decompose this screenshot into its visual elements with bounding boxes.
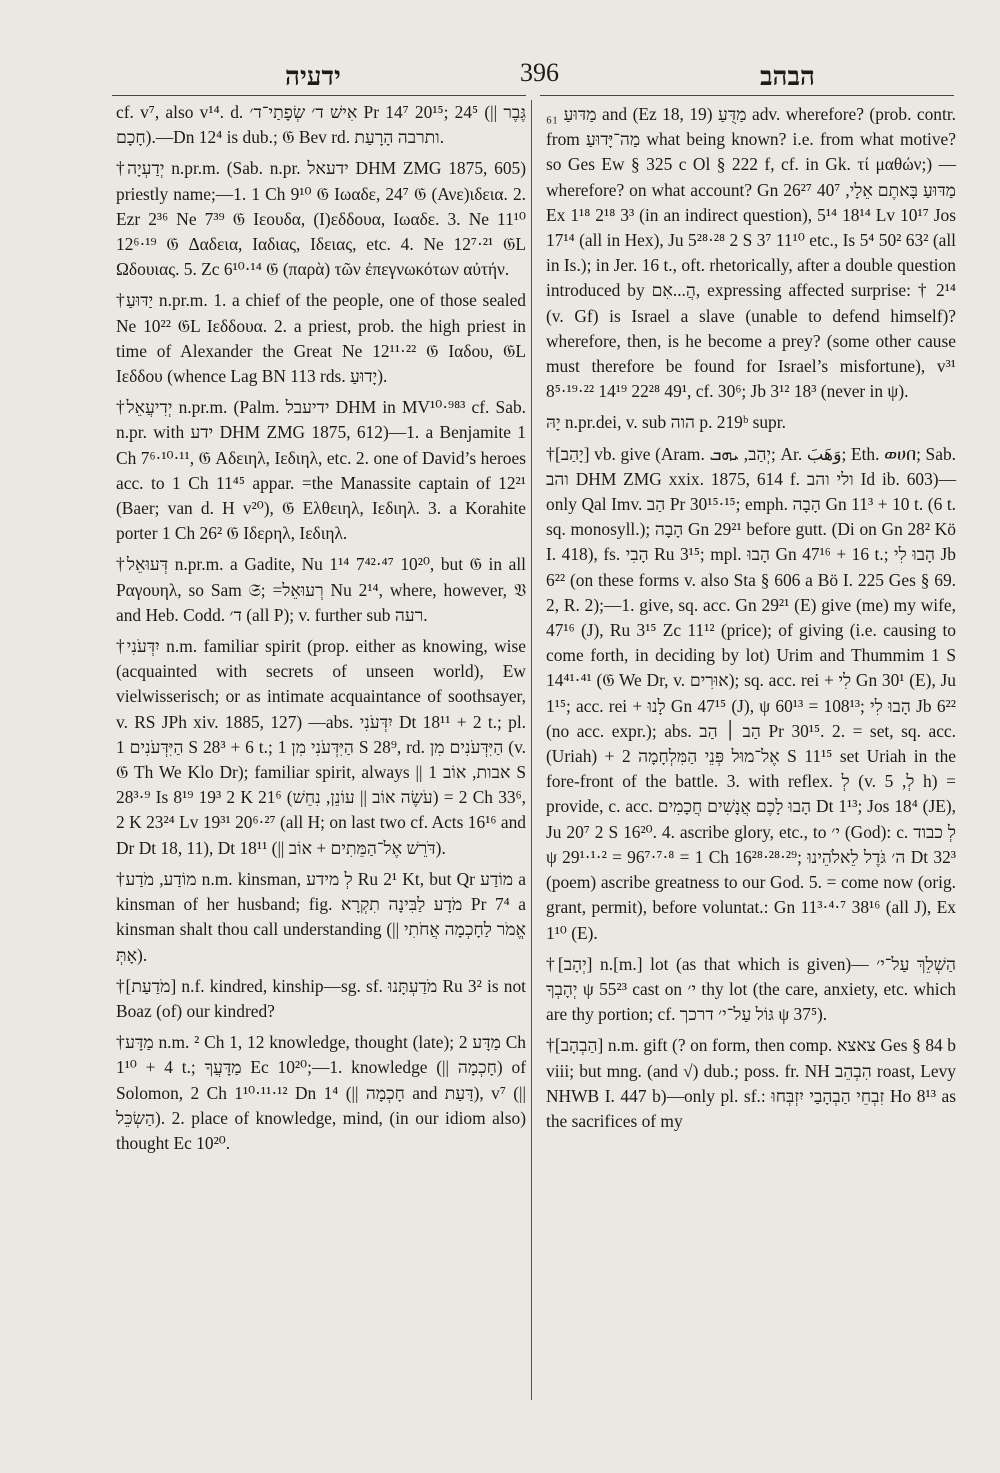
entry-yehab-noun: †[יְהָב] n.[m.] lot (as that which is given)— הַשְׁלֵךְ עַל־י׳ יְהָבְךָ ψ 55²³ cast on י׳ thy lot (the care, anxiety, etc. which are thy portion; cf. גּוֹל עַל־י׳ דרכך ψ 37⁵).: [546, 953, 956, 1025]
entry-modaat: †[מֹדַעַת] n.f. kindred, kinship—sg. sf. מֹדַעְתָּנוּ Ru 3² is not Boaz (of) our kindred?: [116, 975, 526, 1021]
column-divider: [531, 100, 532, 1400]
header-rule-right: [540, 95, 954, 96]
entry-moda: †מוֹדַע, מֹדַע n.m. kinsman, לְ מידע Ru 2¹ Kt, but Qr מוֹדַע a kinsman of her husband; fig. מֹדָע לַבִּינָה תִקְרָא Pr 7⁴ a kinsman shalt thou call understanding (|| אֱמֹר לַחָכְמָה אֲחֹתִי אָתְּ).: [116, 868, 526, 965]
page-number: 396: [520, 58, 559, 87]
entry-madua: מַדּוּעַ ₆₁ and (Ez 18, 19) מַדֻּעַ adv. wherefore? (prob. contr. from מַה־יָּדוּעַ what being known? i.e. from what motive? so Ges Ew § 325 c Ol § 222 f, cf. in Gk. τί μαθών;) —wherefore? on what account? Gn 26²⁷ מַדּוּעַ בָּאתֶם אֵלָי, 40⁷ Ex 1¹⁸ 2¹⁸ 3³ (in an indirect question), 5¹⁴ 18¹⁴ Lv 10¹⁷ Jos 17¹⁴ (all in Hex), Ju 5²⁸·²⁸ 2 S 3⁷ 11¹⁰ etc., Is 5⁴ 50² 63² (all in Is.); in Jer. 16 t., oft. rhetorically, after a double question introduced by הֲ...אִם, expressing affected surprise: † 2¹⁴ (v. Gf) is Israel a slave (unable to defend himself)? wherefore, then, is he become a prey? (some other cause must therefore be found for Israel’s misfortune), v³¹ 8⁵·¹⁹·²² 14¹⁹ 22²⁸ 49¹, cf. 30⁶; Jb 3¹² 18³ (never in ψ).: [546, 104, 956, 402]
entry-yedaiah: †יְדַעְיָה n.pr.m. (Sab. n.pr. ידעאל DHM ZMG 1875, 605) priestly name;—1. 1 Ch 9¹⁰ 𝔊 Ιωαδε, 24⁷ 𝔊 (Ανε)ιδεια. 2. Ezr 2³⁶ Ne 7³⁹ 𝔊 Ιεουδα, (Ι)εδδουα, Ιωαδε. 3. Ne 11¹⁰ 12⁶·¹⁹ 𝔊 Δαδεια, Ιαδιας, Ιδειας, etc. 4. Ne 12⁷·²¹ 𝔊L Ωδουιας. 5. Zc 6¹⁰·¹⁴ 𝔊 (παρὰ) τῶν ἐπεγνωκότων αὐτήν.: [116, 158, 526, 280]
entry-continuation: cf. v⁷, also v¹⁴. d. אִישׁ ד׳ שְׂפָתַי־ד׳ Pr 14⁷ 20¹⁵; 24⁵ (|| גֶּבֶר חָכָם).—Dn 12⁴ is dub.; 𝔊 Bev rd. ותרבה הָרָעַת.: [116, 102, 527, 148]
entry-madda: †מַדָּע n.m. ² Ch 1, 12 knowledge, thought (late); מַדָּע 2 Ch 1¹⁰ + 4 t.; מַדָּעֲךָ Ec 10²⁰;—1. knowledge (|| חָכְמָה) of Solomon, 2 Ch 1¹⁰·¹¹·¹² Dn 1⁴ (|| חָכְמָה and דַּעַת), v⁷ (|| הַשְׂכֵּל). 2. place of knowledge, mind, (in our idiom also) thought Ec 10²⁰.: [116, 1032, 526, 1153]
entry-yahab-verb: †[יָהַב] vb. give (Aram. יְהַב, ܝܗܒ; Ar. وَهَبَ; Eth. ወሀበ; Sab. והב DHM ZMG xxix. 1875, 614 f. ולי והב Id ib. 603)—only Qal Imv. הַב Pr 30¹⁵·¹⁵; emph. הָבָה Gn 11³ + 10 t. (6 t. sq. monosyll.); הָבָה Gn 29²¹ before gutt. (Di on Gn 28² Kö I. 418), fs. הָבִי Ru 3¹⁵; mpl. הָבוּ Gn 47¹⁶ + 16 t.; הָבוּ לִי Jb 6²² (on these forms v. also Sta § 606 a Bö I. 225 Ges § 69. 2, R. 2);—1. give, sq. acc. Gn 29²¹ (E) give (me) my wife, 47¹⁶ (J), Ru 3¹⁵ Zc 11¹² (price); of giving (i.e. causing to come forth, in deciding by lot) Urim and Thummim 1 S 14⁴¹·⁴¹ (𝔊 We Dr, v. אוּרִים); sq. acc. rei + לִי Gn 30¹ (E), Ju 1¹⁵; acc. rei + לָנוּ Gn 47¹⁵ (J), ψ 60¹³ = 108¹³; הָבוּ לִי Jb 6²² (no acc. expr.); abs. הַב ׀ הַב Pr 30¹⁵. 2. = set, sq. acc. (Uriah) + אֶל־מוּל פְּנֵי הַמִּלְחָמָה 2 S 11¹⁵ set Uriah in the fore-front of the battle. 3. with reflex. לְ (v. לְ, 5 h) = provide, c. acc. הָבוּ לָכֶם אֲנָשִׁים חֲכָמִים Dt 1¹³; Jos 18⁴ (JE), Ju 20⁷ 2 S 16²⁰. 4. ascribe glory, etc., to י׳ (God): c. לְ כבוד ψ 29¹·¹·² = 96⁷·⁷·⁸ = 1 Ch 16²⁸·²⁸·²⁹; ה׳ גֹּדֶל לֵאלֹהֵינוּ Dt 32³ (poem) ascribe greatness to our God. 5. = come now (orig. grant, permit), before voluntat.: Gn 11³·⁴·⁷ 38¹⁶ (all J), Ex 1¹⁰ (E).: [546, 443, 957, 943]
entry-yah: יָהּ n.pr.dei, v. sub הוה p. 219ᵇ supr.: [546, 412, 786, 433]
running-head-right: הבהב: [760, 62, 815, 91]
left-column: [116, 102, 526, 1162]
entry-yaddua: †יַדּוּעַ n.pr.m. 1. a chief of the people, one of those sealed Ne 10²² 𝔊L Ιεδδουα. 2. a priest, prob. the high priest in time of Alexander the Great Ne 12¹¹·²² 𝔊 Ιαδου, 𝔊L Ιεδδου (whence Lag BN 113 rds. יָדוּעַ).: [116, 290, 526, 387]
running-head-left: ידעיה: [285, 62, 341, 91]
entry-yiddeoni: †יִדְּעֹנִי n.m. familiar spirit (prop. either as knowing, wise (acquainted with secrets of unseen world), Ew vielwisserisch; or as intimate acquaintance of soothsayer, v. RS JPh xiv. 1885, 127) —abs. יִדְּעֹנִי Dt 18¹¹ + 2 t.; pl. הַיִּדְּעֹנִים 1 S 28³ + 6 t.; הַיִּדְּעֹנִי מִן 1 S 28⁹, rd. הַיִּדְּעֹנִים מִן (v. 𝔊 Th We Klo Dr); familiar spirit, always || אבות, אוֹב 1 S 28³·⁹ Is 8¹⁹ 19³ 2 K 21⁶ (עֹשֶׂה אוֹב || עוֹנֵן, נִחֵשׁ) = 2 Ch 33⁶, 2 K 23²⁴ Lv 19³¹ 20⁶·²⁷ (all H; on last two cf. Acts 16¹⁶ and Dr Dt 18, 11), Dt 18¹¹ (|| דֹּרֵשׁ אֶל־הַמֵּתִים + אוֹב).: [116, 636, 527, 858]
entry-habhab: †[הַבְהָב] n.m. gift (? on form, then comp. צאצא Ges § 84 b viii; but mng. (and √) dub.; poss. fr. NH הִבְהֵב roast, Levy NHWB I. 447 b)—only pl. sf.: זִבְחֵי הַבְהָבַי יִזְבְּחוּ Ho 8¹³ as the sacrifices of my: [546, 1035, 956, 1131]
entry-yediael: †יְדִיעֲאֵל n.pr.m. (Palm. ידיעבל DHM in MV¹⁰·⁹⁸³ cf. Sab. n.pr. with ידע DHM ZMG 1875, 612)—1. a Benjamite 1 Ch 7⁶·¹⁰·¹¹, 𝔊 Αδειηλ, Ιεδιηλ, etc. 2. one of David’s heroes acc. to 1 Ch 11⁴⁵ appar. =the Manassite captain of 12²¹ (Baer; van d. H v²⁰), 𝔊 Ελθειηλ, Ιεδιηλ. 3. a Korahite porter 1 Ch 26² 𝔊 Ιδερηλ, Ιεδιηλ.: [116, 397, 526, 544]
header-rule-left: [112, 95, 526, 96]
page-header: [100, 56, 900, 96]
right-column: [546, 102, 956, 1140]
entry-deuel: †דְּעוּאֵל n.pr.m. a Gadite, Nu 1¹⁴ 7⁴²·⁴⁷ 10²⁰, but 𝔊 in all Ραγουηλ, so Sam 𝔖; =רְעוּאֵל Nu 2¹⁴, where, however, 𝔙 and Heb. Codd. ד׳ (all P); v. further sub רעה.: [116, 554, 526, 625]
